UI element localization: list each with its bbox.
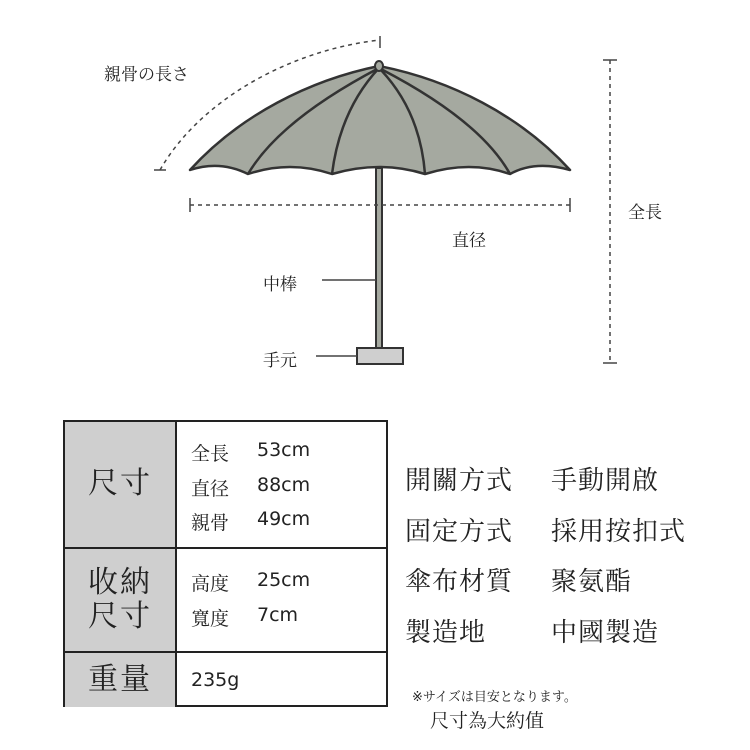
size-rib-label: 親骨: [191, 512, 230, 534]
folded-width-label: 寬度: [191, 608, 230, 630]
umbrella-handle: [357, 348, 403, 364]
size-values: [191, 422, 386, 547]
info-fastening-method-value: 採用按扣式: [551, 517, 687, 547]
spec-table: [63, 420, 388, 707]
info-opening-method-label: 開關方式: [405, 466, 514, 496]
weight-value: 235g: [191, 669, 240, 691]
size-total-length-value: 53cm: [257, 439, 311, 461]
folded-size-header-line2: 尺寸: [88, 599, 152, 634]
size-row: [65, 422, 386, 549]
size-note-japanese: ※サイズは目安となります。: [412, 690, 577, 705]
folded-height-value: 25cm: [257, 569, 311, 591]
folded-size-header-line1: 收納: [88, 564, 152, 600]
folded-width: [191, 604, 299, 631]
info-fastening-method: [405, 511, 687, 548]
info-canopy-material-value: 聚氨酯: [551, 567, 633, 597]
info-origin: [405, 612, 660, 649]
size-total-length: [191, 439, 311, 466]
umbrella-tip: [375, 61, 383, 71]
size-diameter-label: 直径: [191, 478, 230, 500]
shaft-label: 中棒: [263, 275, 297, 295]
info-canopy-material: [405, 561, 633, 598]
info-origin-value: 中國製造: [551, 618, 660, 648]
size-total-length-label: 全長: [191, 443, 230, 465]
folded-size-row: [65, 549, 386, 653]
size-diameter: [191, 474, 311, 501]
size-diameter-value: 88cm: [257, 474, 311, 496]
info-fastening-method-label: 固定方式: [405, 517, 514, 547]
total-length-label: 全長: [628, 203, 662, 223]
size-rib: [191, 508, 311, 535]
size-header: 尺寸: [65, 422, 177, 547]
info-origin-label: 製造地: [405, 618, 487, 648]
info-opening-method: [405, 460, 660, 497]
info-opening-method-value: 手動開啟: [551, 466, 660, 496]
size-rib-value: 49cm: [257, 508, 311, 530]
handle-label: 手元: [263, 351, 297, 371]
weight-header: 重量: [65, 653, 177, 707]
weight-values: [191, 653, 386, 707]
diameter-label: 直径: [452, 231, 486, 251]
umbrella-shaft: [376, 168, 382, 348]
rib-length-label: 親骨の長さ: [104, 65, 189, 85]
folded-width-value: 7cm: [257, 604, 299, 626]
info-canopy-material-label: 傘布材質: [405, 567, 514, 597]
folded-height-label: 高度: [191, 573, 230, 595]
weight-row: [65, 653, 386, 707]
folded-size-header: [65, 549, 177, 651]
size-note-chinese: 尺寸為大約值: [430, 710, 545, 732]
folded-height: [191, 569, 311, 596]
folded-size-values: [191, 549, 386, 651]
umbrella-canopy: [190, 66, 570, 174]
